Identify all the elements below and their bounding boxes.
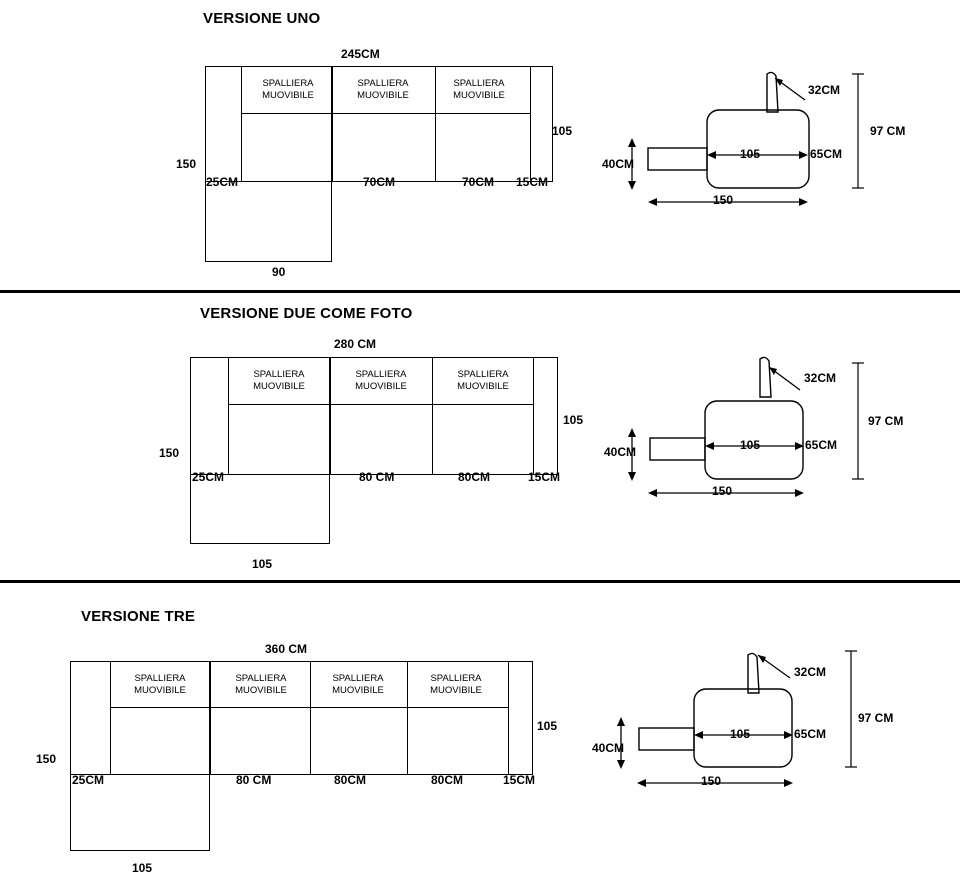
plan-segment-dimension: 80 CM bbox=[236, 773, 272, 787]
plan-segment-dimension: 15CM bbox=[503, 773, 536, 787]
side-back-depth-dimension: 65CM bbox=[805, 438, 838, 452]
back-segment-label: SPALLIERA MUOVIBILE bbox=[457, 369, 509, 392]
side-seat-depth-dimension: 105 bbox=[740, 147, 761, 161]
plan-top-dimension: 280 CM bbox=[334, 337, 377, 351]
plan-right-dimension: 105 bbox=[552, 124, 573, 138]
plan-segment-dimension: 15CM bbox=[528, 470, 561, 484]
plan-left-dimension: 150 bbox=[36, 752, 57, 766]
side-back-depth-dimension: 65CM bbox=[810, 147, 843, 161]
back-segment-label: SPALLIERA MUOVIBILE bbox=[262, 78, 314, 101]
side-seat-height-dimension: 40CM bbox=[602, 157, 635, 171]
plan-segment-dimension: 80 CM bbox=[359, 470, 395, 484]
back-segment-label: SPALLIERA MUOVIBILE bbox=[357, 78, 409, 101]
side-view-drawing bbox=[0, 0, 960, 288]
side-seat-height-dimension: 40CM bbox=[592, 741, 625, 755]
side-seat-depth-dimension: 105 bbox=[730, 727, 751, 741]
section-title: VERSIONE DUE COME FOTO bbox=[200, 305, 413, 322]
plan-left-dimension: 150 bbox=[176, 157, 197, 171]
section-title: VERSIONE TRE bbox=[81, 608, 196, 625]
plan-segment-dimension: 25CM bbox=[72, 773, 105, 787]
side-back-dimension: 32CM bbox=[794, 665, 827, 679]
section-versione-uno bbox=[0, 0, 960, 288]
plan-bottom-dimension: 105 bbox=[132, 861, 153, 875]
back-segment-label: SPALLIERA MUOVIBILE bbox=[355, 369, 407, 392]
back-segment-label: SPALLIERA MUOVIBILE bbox=[453, 78, 505, 101]
side-height-dimension: 97 CM bbox=[868, 414, 904, 428]
plan-right-dimension: 105 bbox=[537, 719, 558, 733]
section-versione-due bbox=[0, 293, 960, 578]
back-segment-label: SPALLIERA MUOVIBILE bbox=[235, 673, 287, 696]
side-total-depth-dimension: 150 bbox=[701, 774, 722, 788]
plan-segment-dimension: 25CM bbox=[206, 175, 239, 189]
plan-left-dimension: 150 bbox=[159, 446, 180, 460]
plan-top-dimension: 360 CM bbox=[265, 642, 308, 656]
side-view-drawing bbox=[0, 293, 960, 578]
plan-segment-dimension: 70CM bbox=[462, 175, 495, 189]
back-segment-label: SPALLIERA MUOVIBILE bbox=[253, 369, 305, 392]
side-back-dimension: 32CM bbox=[804, 371, 837, 385]
back-segment-label: SPALLIERA MUOVIBILE bbox=[134, 673, 186, 696]
plan-segment-dimension: 15CM bbox=[516, 175, 549, 189]
side-seat-height-dimension: 40CM bbox=[604, 445, 637, 459]
plan-segment-dimension: 25CM bbox=[192, 470, 225, 484]
plan-bottom-dimension: 90 bbox=[272, 265, 286, 279]
side-back-depth-dimension: 65CM bbox=[794, 727, 827, 741]
side-back-dimension: 32CM bbox=[808, 83, 841, 97]
side-height-dimension: 97 CM bbox=[870, 124, 906, 138]
section-versione-tre bbox=[0, 583, 960, 889]
plan-top-dimension: 245CM bbox=[341, 47, 380, 61]
side-height-dimension: 97 CM bbox=[858, 711, 894, 725]
side-total-depth-dimension: 150 bbox=[712, 484, 733, 498]
plan-segment-dimension: 80CM bbox=[431, 773, 464, 787]
section-title: VERSIONE UNO bbox=[203, 10, 321, 27]
back-segment-label: SPALLIERA MUOVIBILE bbox=[332, 673, 384, 696]
plan-segment-dimension: 70CM bbox=[363, 175, 396, 189]
side-seat-depth-dimension: 105 bbox=[740, 438, 761, 452]
plan-segment-dimension: 80CM bbox=[334, 773, 367, 787]
plan-bottom-dimension: 105 bbox=[252, 557, 273, 571]
plan-right-dimension: 105 bbox=[563, 413, 584, 427]
back-segment-label: SPALLIERA MUOVIBILE bbox=[430, 673, 482, 696]
plan-segment-dimension: 80CM bbox=[458, 470, 491, 484]
side-total-depth-dimension: 150 bbox=[713, 193, 734, 207]
